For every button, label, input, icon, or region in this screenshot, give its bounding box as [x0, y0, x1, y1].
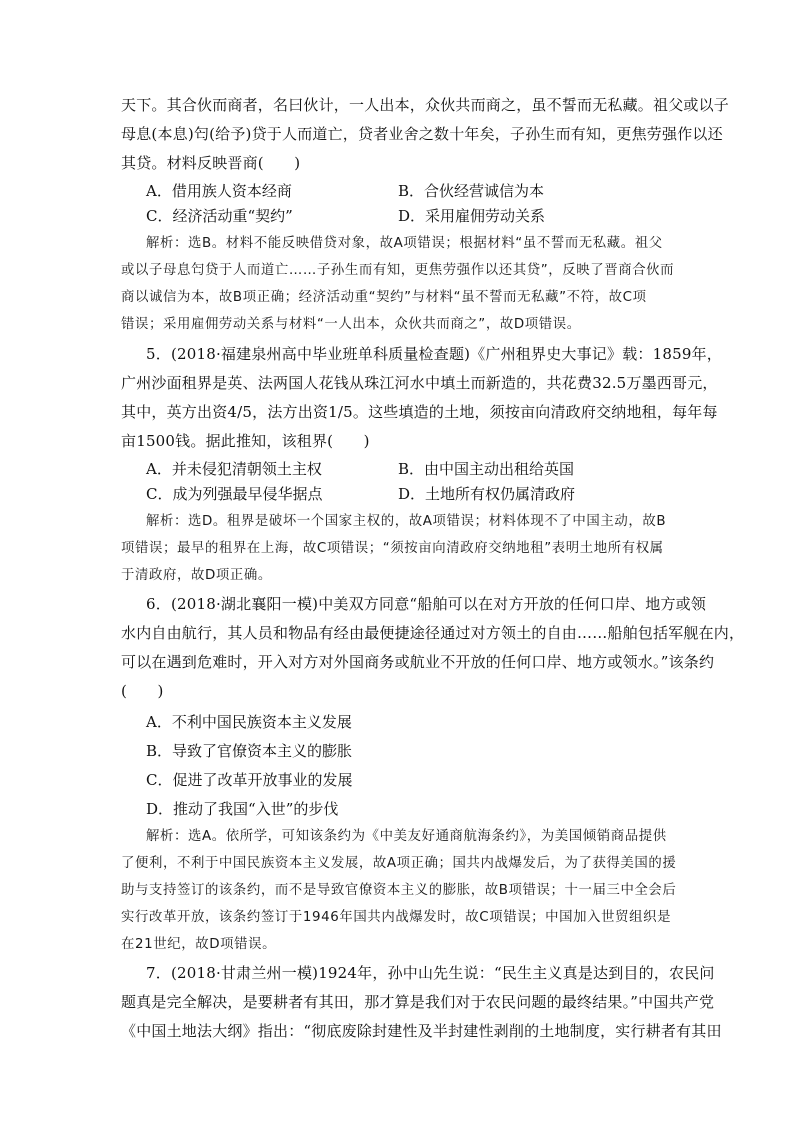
- q6-analysis-line-5: 在21世纪，故D项错误。: [121, 937, 277, 952]
- q4-option-a: A．借用族人资本经商: [146, 182, 292, 200]
- q5-option-a: A．并未侵犯清朝领土主权: [146, 460, 322, 478]
- q4-option-c: C．经济活动重“契约”: [146, 207, 293, 225]
- q6-option-c: C．促进了改革开放事业的发展: [146, 771, 353, 789]
- q6-stem-line-2: 水内自由航行，其人员和物品有经由最便捷途径通过对方领土的自由……船舶包括军舰在内，: [121, 624, 745, 642]
- q7-stem-line-3: 《中国土地法大纲》指出：“彻底废除封建性及半封建性剥削的土地制度，实行耕者有其田: [121, 1022, 722, 1040]
- q6-analysis-line-3: 助与支持签订的该条约，而不是导致官僚资本主义的膨胀，故B项错误；十一届三中全会后: [121, 883, 677, 898]
- q6-option-a: A．不利中国民族资本主义发展: [146, 713, 352, 731]
- q7-stem-line-1: 7．(2018·甘肃兰州一模)1924年，孙中山先生说：“民生主义真是达到目的，农民问: [146, 964, 715, 982]
- q5-analysis-line-1: 解析：选D。租界是破坏一个国家主权的，故A项错误；材料体现不了中国主动，故B: [146, 514, 667, 529]
- q5-stem-line-1: 5．(2018·福建泉州高中毕业班单科质量检查题)《广州租界史大事记》载：1859年，: [146, 345, 722, 363]
- q4-stem-line-2: 母息(本息)匄(给予)贷于人而道亡，贷者业舍之数十年矣，子孙生而有知，更焦劳强作以还: [121, 125, 723, 143]
- q6-stem-line-4: ( ): [121, 682, 164, 700]
- q5-stem-line-2: 广州沙面租界是英、法两国人花钱从珠江河水中填土而新造的，共花费32.5万墨西哥元，: [121, 374, 718, 392]
- q6-analysis-line-2: 了便利，不利于中国民族资本主义发展，故A项正确；国共内战爆发后，为了获得美国的援: [121, 856, 677, 871]
- q5-option-d: D．土地所有权仍属清政府: [398, 485, 576, 503]
- q4-stem-line-1: 天下。其合伙而商者，名曰伙计，一人出本，众伙共而商之，虽不誓而无私藏。祖父或以子: [121, 96, 730, 114]
- q6-stem-line-1: 6．(2018·湖北襄阳一模)中美双方同意“船舶可以在对方开放的任何口岸、地方或领: [146, 595, 707, 613]
- q5-option-c: C．成为列强最早侵华据点: [146, 485, 323, 503]
- q4-option-d: D．采用雇佣劳动关系: [398, 207, 546, 225]
- q4-analysis-line-4: 错误；采用雇佣劳动关系与材料“一人出本，众伙共而商之”，故D项错误。: [121, 317, 581, 332]
- q4-analysis-line-2: 或以子母息匄贷于人而道亡……子孙生而有知，更焦劳强作以还其贷”，反映了晋商合伙而: [121, 263, 675, 278]
- q6-analysis-line-1: 解析：选A。依所学，可知该条约为《中美友好通商航海条约》，为美国倾销商品提供: [146, 829, 667, 844]
- q4-analysis-line-1: 解析：选B。材料不能反映借贷对象，故A项错误；根据材料“虽不誓而无私藏。祖父: [146, 236, 663, 251]
- q5-stem-line-3: 其中，英方出资4/5，法方出资1/5。这些填造的土地，须按亩向清政府交纳地租，每年每: [121, 403, 718, 421]
- q4-stem-line-3: 其贷。材料反映晋商( ): [121, 154, 301, 172]
- q4-analysis-line-3: 商以诚信为本，故B项正确；经济活动重“契约”与材料“虽不誓而无私藏”不符，故C项: [121, 290, 647, 305]
- q5-analysis-line-2: 项错误；最早的租界在上海，故C项错误；“须按亩向清政府交纳地租”表明土地所有权属: [121, 541, 664, 556]
- q5-analysis-line-3: 于清政府，故D项正确。: [121, 568, 272, 583]
- q4-option-b: B．合伙经营诚信为本: [398, 182, 545, 200]
- q6-option-d: D．推动了我国“入世”的步伐: [146, 800, 339, 818]
- q7-stem-line-2: 题真是完全解决，是要耕者有其田，那才算是我们对于农民问题的最终结果。”中国共产党: [121, 993, 715, 1011]
- q6-analysis-line-4: 实行改革开放，该条约签订于1946年国共内战爆发时，故C项错误；中国加入世贸组织是: [121, 910, 672, 925]
- q5-stem-line-4: 亩1500钱。据此推知，该租界( ): [121, 432, 370, 450]
- q6-option-b: B．导致了官僚资本主义的膨胀: [146, 742, 353, 760]
- q6-stem-line-3: 可以在遇到危难时，开入对方对外国商务或航业不开放的任何口岸、地方或领水。”该条约: [121, 653, 715, 671]
- q5-option-b: B．由中国主动出租给英国: [398, 460, 575, 478]
